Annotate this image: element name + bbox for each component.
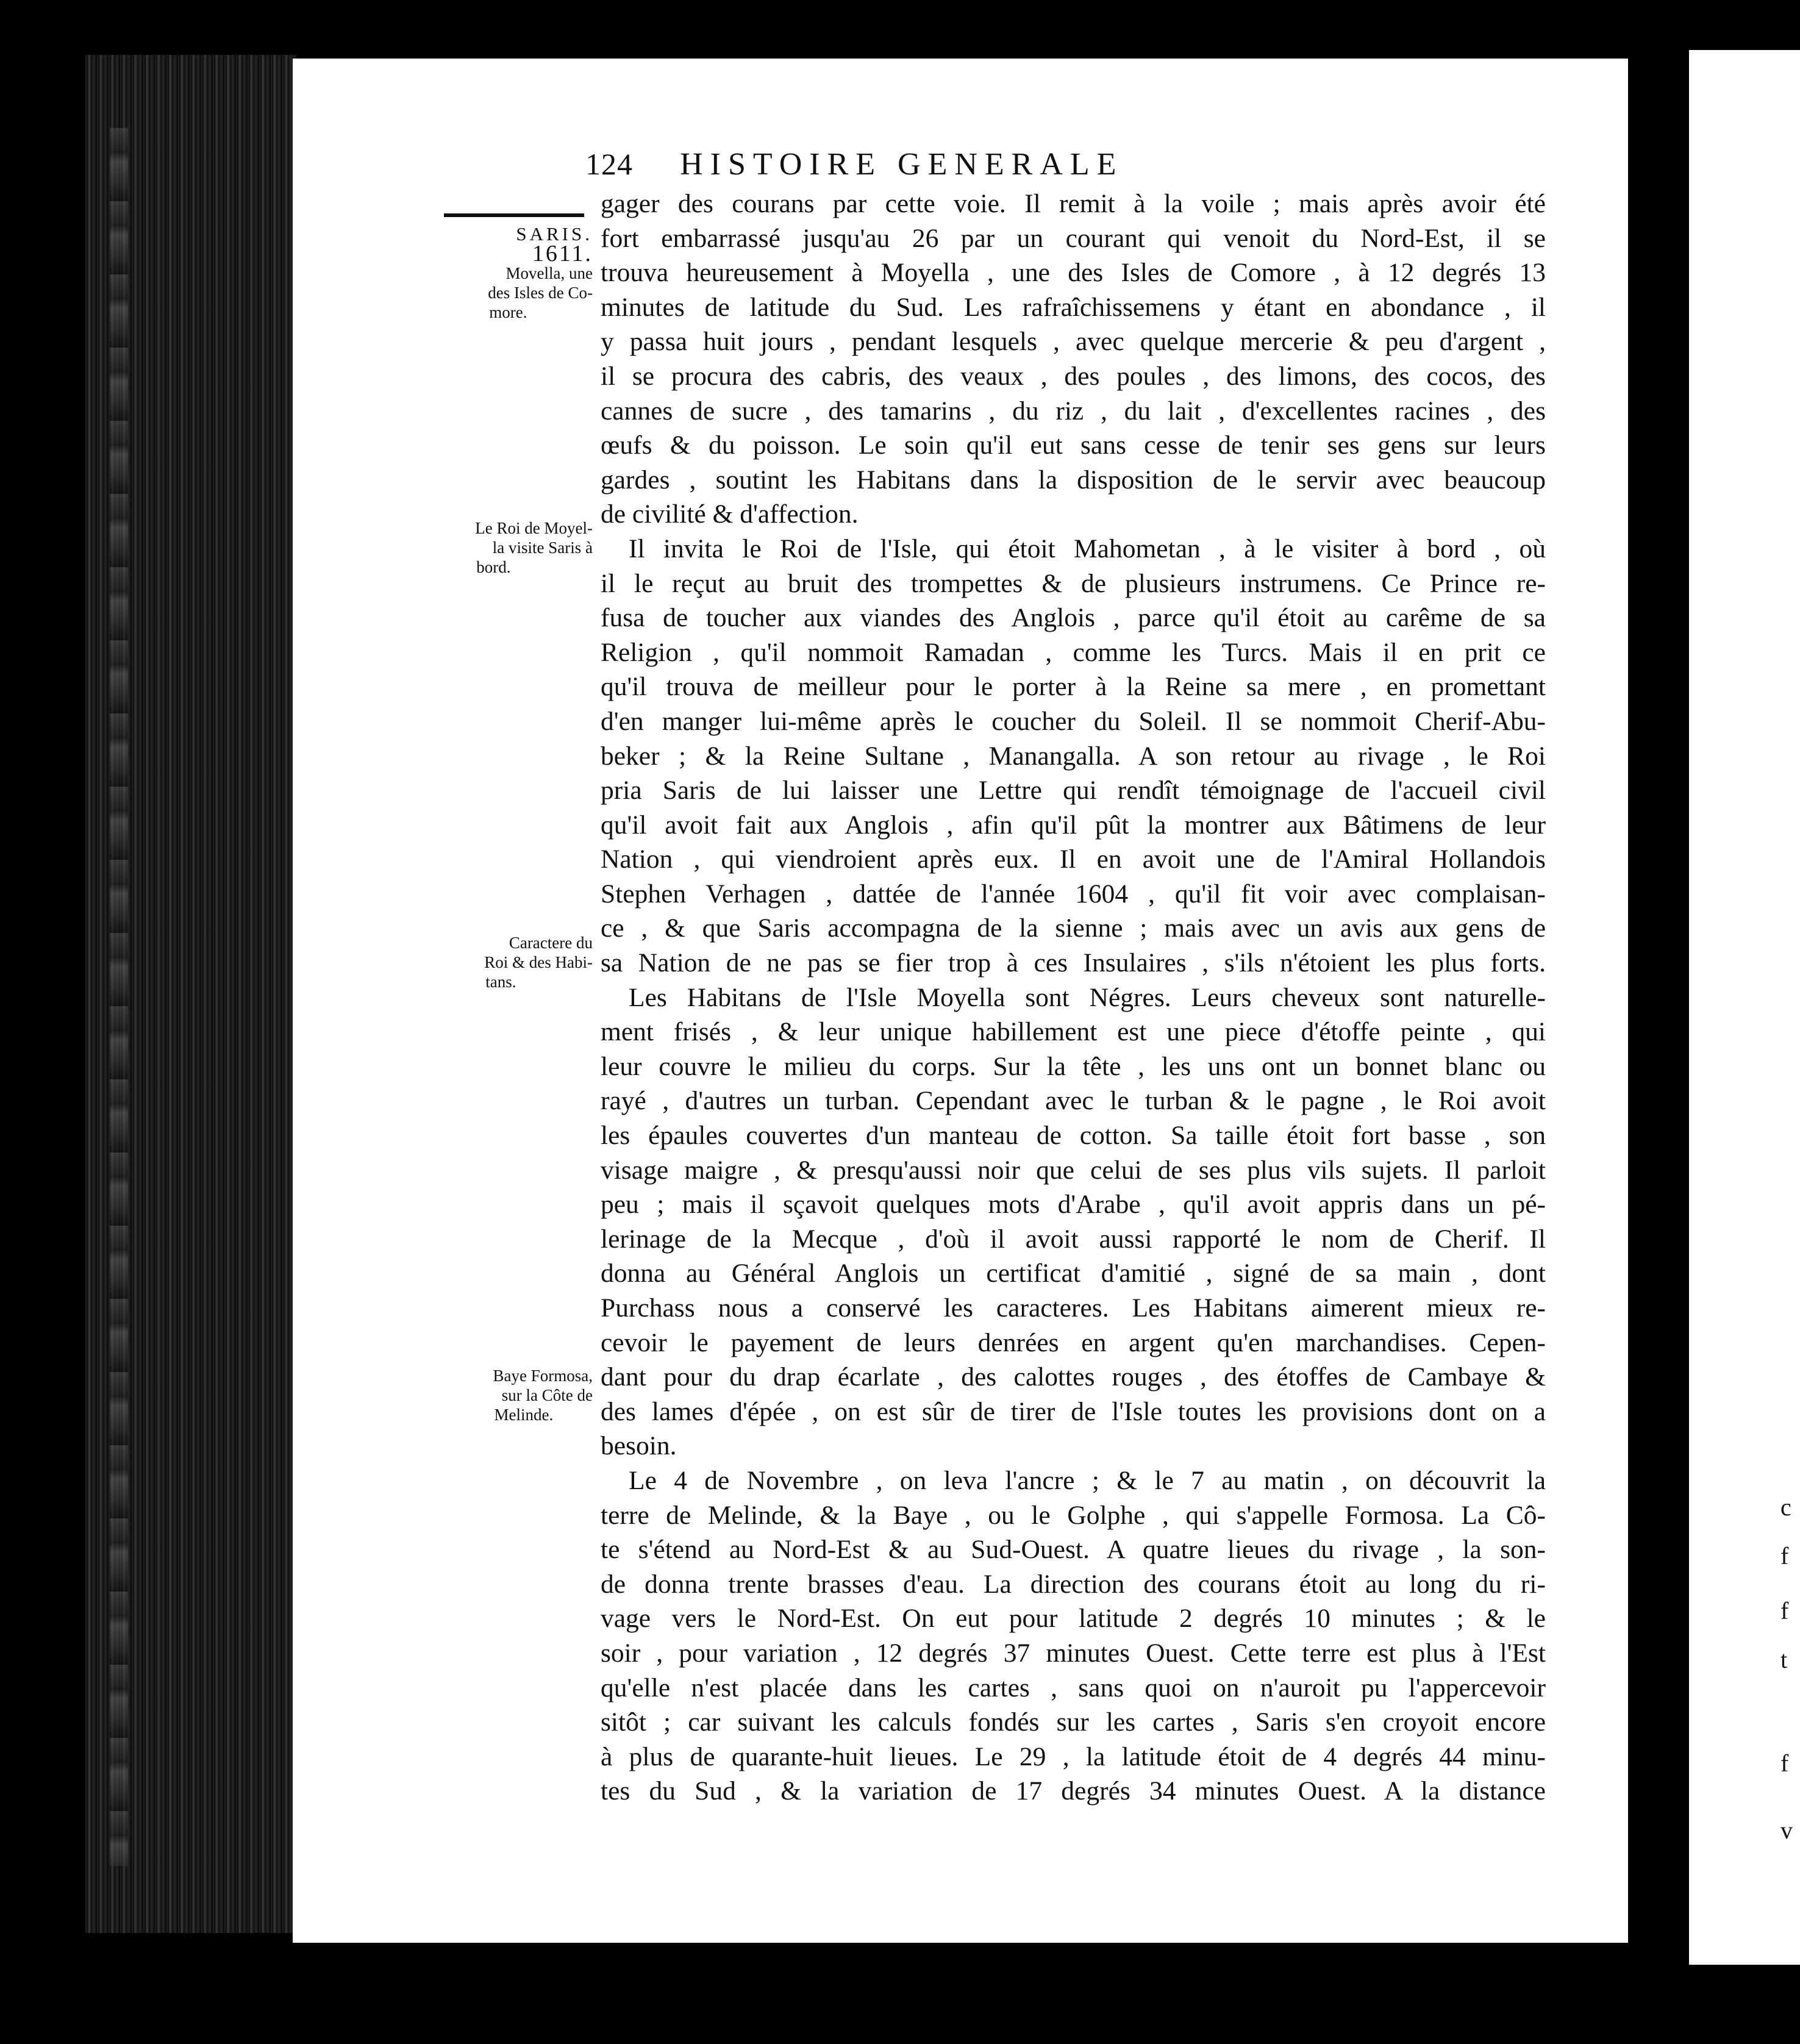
margin-note-caractere bbox=[484, 933, 593, 992]
text-line: minutes de latitude du Sud. Les rafraîchissemens y étant en abondance , il bbox=[601, 292, 1546, 322]
text-line: lerinage de la Mecque , d'où il avoit aussi rapporté le nom de Cherif. Il bbox=[601, 1224, 1546, 1254]
text-line: rayé , d'autres un turban. Cependant avec le turban & le pagne , le Roi avoit bbox=[601, 1086, 1546, 1116]
margin-note-line: Baye Formosa, bbox=[493, 1367, 593, 1385]
margin-note-line: 1611. bbox=[532, 241, 593, 266]
margin-note-line: la visite Saris à bbox=[492, 538, 593, 557]
text-line: peu ; mais il sçavoit quelques mots d'Arabe , qu'il avoit appris dans un pé- bbox=[601, 1190, 1546, 1220]
running-head bbox=[585, 146, 1123, 182]
text-line: sitôt ; car suivant les calculs fondés sur les cartes , Saris s'en croyoit encore bbox=[601, 1707, 1546, 1737]
text-line: beker ; & la Reine Sultane , Manangalla. A son retour au rivage , le Roi bbox=[601, 741, 1546, 771]
margin-note-line: Roi & des Habi- bbox=[484, 953, 593, 971]
facing-page-fragment: f bbox=[1780, 1749, 1789, 1777]
margin-note-line: sur la Côte de bbox=[501, 1386, 593, 1404]
text-line: soir , pour variation , 12 degrés 37 minutes Ouest. Cette terre est plus à l'Est bbox=[601, 1638, 1546, 1668]
facing-page-fragment: v bbox=[1780, 1817, 1793, 1844]
text-line: donna au Général Anglois un certificat d'amitié , signé de sa main , dont bbox=[601, 1259, 1546, 1288]
text-line: qu'il trouva de meilleur pour le porter à la Reine sa mere , en promettant bbox=[601, 672, 1546, 702]
body-text bbox=[601, 187, 1546, 1809]
text-line: qu'elle n'est placée dans les cartes , sans quoi on n'auroit pu l'appercevoir bbox=[601, 1673, 1546, 1703]
text-line: leur couvre le milieu du corps. Sur la tête , les uns ont un bonnet blanc ou bbox=[601, 1051, 1546, 1081]
book-edge bbox=[85, 55, 296, 1933]
text-line: ce , & que Saris accompagna de la sienne ; mais avec un avis aux gens de bbox=[601, 913, 1546, 943]
text-line: fusa de toucher aux viandes des Anglois , parce qu'il étoit au carême de sa bbox=[601, 603, 1546, 633]
margin-note-line: SARIS. bbox=[516, 223, 593, 245]
facing-page-fragment: c bbox=[1780, 1493, 1791, 1521]
margin-note-line: tans. bbox=[485, 973, 516, 991]
text-line: y passa huit jours , pendant lesquels , avec quelque mercerie & peu d'argent , bbox=[601, 327, 1546, 357]
text-line: Stephen Verhagen , dattée de l'année 1604 , qu'il fit voir avec complaisan- bbox=[601, 879, 1546, 909]
text-line: Les Habitans de l'Isle Moyella sont Négres. Leurs cheveux sont naturelle- bbox=[629, 982, 1546, 1012]
text-line: fort embarrassé jusqu'au 26 par un courant qui venoit du Nord-Est, il se bbox=[601, 223, 1546, 253]
margin-note-saris bbox=[488, 224, 593, 322]
text-line: de donna trente brasses d'eau. La direction des courans étoit au long du ri- bbox=[601, 1569, 1546, 1599]
margin-rule bbox=[444, 213, 584, 217]
text-line: Nation , qui viendroient après eux. Il en avoit une de l'Amiral Hollandois bbox=[601, 845, 1546, 874]
text-line: trouva heureusement à Moyella , une des Isles de Comore , à 12 degrés 13 bbox=[601, 258, 1546, 288]
text-line: dant pour du drap écarlate , des calottes rouges , des étoffes de Cambaye & bbox=[601, 1362, 1546, 1392]
text-line: visage maigre , & presqu'aussi noir que celui de ses plus vils sujets. Il parloit bbox=[601, 1155, 1546, 1185]
text-line: il se procura des cabris, des veaux , des poules , des limons, des cocos, des bbox=[601, 361, 1546, 391]
facing-page-fragment: f bbox=[1780, 1597, 1789, 1624]
text-line: à plus de quarante-huit lieues. Le 29 , la latitude étoit de 4 degrés 44 minu- bbox=[601, 1742, 1546, 1771]
text-line: te s'étend au Nord-Est & au Sud-Ouest. A quatre lieues du rivage , la son- bbox=[601, 1535, 1546, 1565]
margin-note-line: Movella, une bbox=[505, 264, 593, 282]
text-line: de civilité & d'affection. bbox=[601, 499, 859, 529]
text-line: terre de Melinde, & la Baye , ou le Golphe , qui s'appelle Formosa. La Cô- bbox=[601, 1500, 1546, 1530]
text-line: d'en manger lui-même après le coucher du Soleil. Il se nommoit Cherif-Abu- bbox=[601, 706, 1546, 736]
margin-note-line: more. bbox=[489, 303, 527, 321]
text-line: gardes , soutint les Habitans dans la disposition de le servir avec beaucoup bbox=[601, 465, 1546, 495]
text-line: Le 4 de Novembre , on leva l'ancre ; & le 7 au matin , on découvrit la bbox=[629, 1465, 1546, 1495]
text-line: pria Saris de lui laisser une Lettre qui rendît témoignage de l'accueil civil bbox=[601, 776, 1546, 806]
text-line: il le reçut au bruit des trompettes & de plusieurs instrumens. Ce Prince re- bbox=[601, 568, 1546, 598]
text-line: œufs & du poisson. Le soin qu'il eut sans cesse de tenir ses gens sur leurs bbox=[601, 431, 1546, 460]
page-number: 124 bbox=[585, 147, 633, 181]
text-line: gager des courans par cette voie. Il remit à la voile ; mais après avoir été bbox=[601, 189, 1546, 218]
text-line: besoin. bbox=[601, 1431, 677, 1461]
text-line: ment frisés , & leur unique habillement est une piece d'étoffe peinte , qui bbox=[601, 1017, 1546, 1047]
text-line: cevoir le payement de leurs denrées en argent qu'en marchandises. Cepen- bbox=[601, 1328, 1546, 1357]
text-line: des lames d'épée , on est sûr de tirer de l'Isle toutes les provisions dont on a bbox=[601, 1396, 1546, 1426]
margin-note-line: Le Roi de Moyel- bbox=[475, 519, 593, 537]
margin-note-line: Caractere du bbox=[509, 934, 593, 952]
text-line: tes du Sud , & la variation de 17 degrés 34 minutes Ouest. A la distance bbox=[601, 1776, 1546, 1806]
text-line: vage vers le Nord-Est. On eut pour latitude 2 degrés 10 minutes ; & le bbox=[601, 1604, 1546, 1634]
facing-page-edge bbox=[1689, 50, 1800, 1965]
margin-note-baye-formosa bbox=[493, 1366, 593, 1424]
margin-note-line: Melinde. bbox=[494, 1406, 554, 1424]
text-line: qu'il avoit fait aux Anglois , afin qu'il pût la montrer aux Bâtimens de leur bbox=[601, 810, 1546, 840]
text-line: les épaules couvertes d'un manteau de cotton. Sa taille étoit fort basse , son bbox=[601, 1121, 1546, 1151]
margin-note-line: bord. bbox=[476, 558, 511, 576]
margin-note-roi-visite bbox=[475, 518, 593, 577]
text-line: Purchass nous a conservé les caracteres. Les Habitans aimerent mieux re- bbox=[601, 1293, 1546, 1323]
text-line: cannes de sucre , des tamarins , du riz , du lait , d'excellentes racines , des bbox=[601, 396, 1546, 426]
facing-page-fragment: t bbox=[1780, 1646, 1788, 1673]
running-title: HISTOIRE GENERALE bbox=[680, 147, 1124, 182]
text-line: sa Nation de ne pas se fier trop à ces Insulaires , s'ils n'étoient les plus forts. bbox=[601, 948, 1546, 978]
facing-page-fragment: f bbox=[1780, 1542, 1789, 1570]
text-line: Religion , qu'il nommoit Ramadan , comme les Turcs. Mais il en prit ce bbox=[601, 637, 1546, 667]
margin-note-line: des Isles de Co- bbox=[488, 284, 593, 302]
text-line: Il invita le Roi de l'Isle, qui étoit Mahometan , à le visiter à bord , où bbox=[629, 534, 1546, 563]
